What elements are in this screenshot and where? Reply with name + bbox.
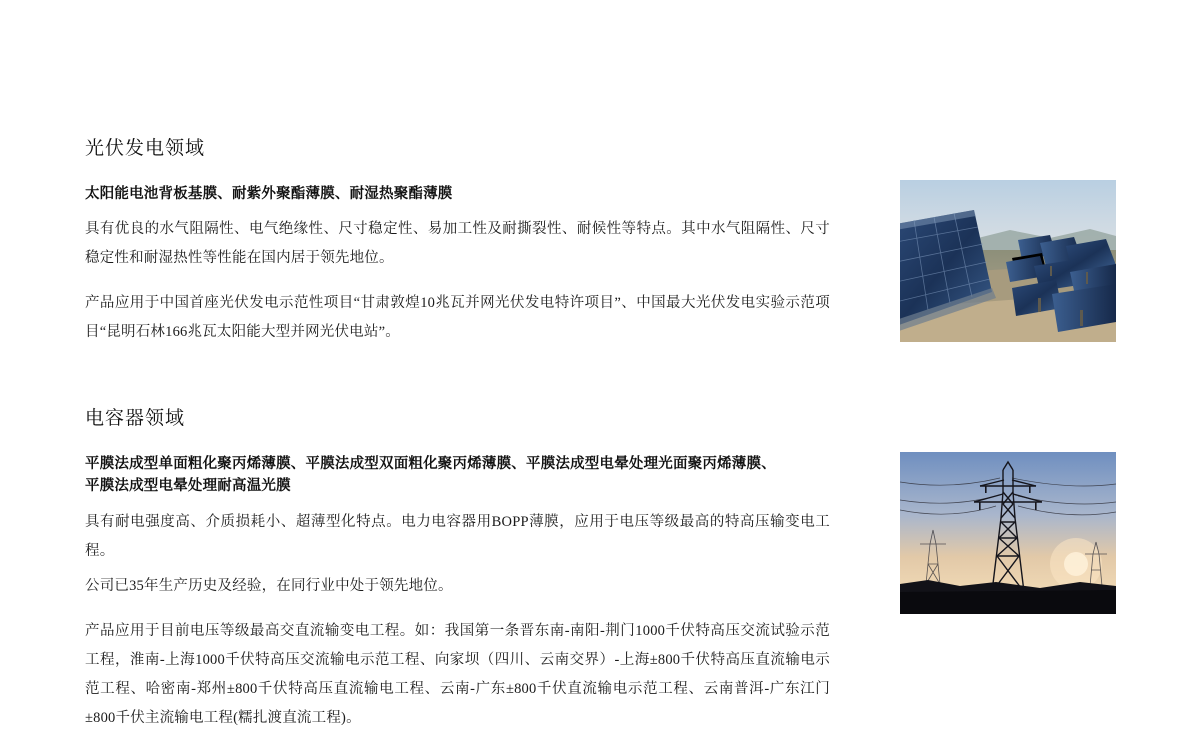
paragraph-capacitor-applications: 产品应用于目前电压等级最高交直流输变电工程。如：我国第一条晋东南-南阳-荆门1000千伏特高压交流试验示范工程，淮南-上海1000千伏特高压交流输电示范工程、向家坝（四川、云南交界）-上海±800千伏特高压直流输电示范工程、哈密南-郑州±800千伏特高压直流输电工程、云南-广东±800千伏直流输电示范工程、云南普洱-广东江门±800千伏主流输电工程(糯扎渡直流工程)。 [85,622,830,726]
product-list-capacitor-line2: 平膜法成型电晕处理耐高温光膜 [85,478,291,495]
solar-panel-array-photo [900,180,1116,342]
paragraph-photovoltaic-applications: 产品应用于中国首座光伏发电示范性项目“甘肃敦煌10兆瓦并网光伏发电特许项目”、中国最大光伏发电实验示范项目“昆明石林166兆瓦太阳能大型并网光伏电站”。 [85,295,830,341]
solar-panel-array-image [900,180,1116,342]
transmission-tower-photo [900,452,1116,614]
product-list-capacitor-line1: 平膜法成型单面粗化聚丙烯薄膜、平膜法成型双面粗化聚丙烯薄膜、平膜法成型电晕处理光面聚丙烯薄膜、 [85,455,776,472]
product-list-photovoltaic: 太阳能电池背板基膜、耐紫外聚酯薄膜、耐湿热聚酯薄膜 [85,185,453,202]
section-title-photovoltaic: 光伏发电领域 [85,138,206,159]
transmission-tower-image [900,452,1116,614]
section-body-capacitor [85,453,830,733]
section-body-photovoltaic [85,183,830,347]
paragraph-capacitor-features: 具有耐电强度高、介质损耗小、超薄型化特点。电力电容器用BOPP薄膜，应用于电压等级最高的特高压输变电工程。 [85,513,830,559]
paragraph-photovoltaic-features: 具有优良的水气阻隔性、电气绝缘性、尺寸稳定性、易加工性及耐撕裂性、耐候性等特点。其中水气阻隔性、尺寸稳定性和耐湿热性等性能在国内居于领先地位。 [85,221,830,267]
paragraph-capacitor-history: 公司已35年生产历史及经验，在同行业中处于领先地位。 [85,577,453,594]
section-title-capacitor: 电容器领域 [85,408,186,429]
